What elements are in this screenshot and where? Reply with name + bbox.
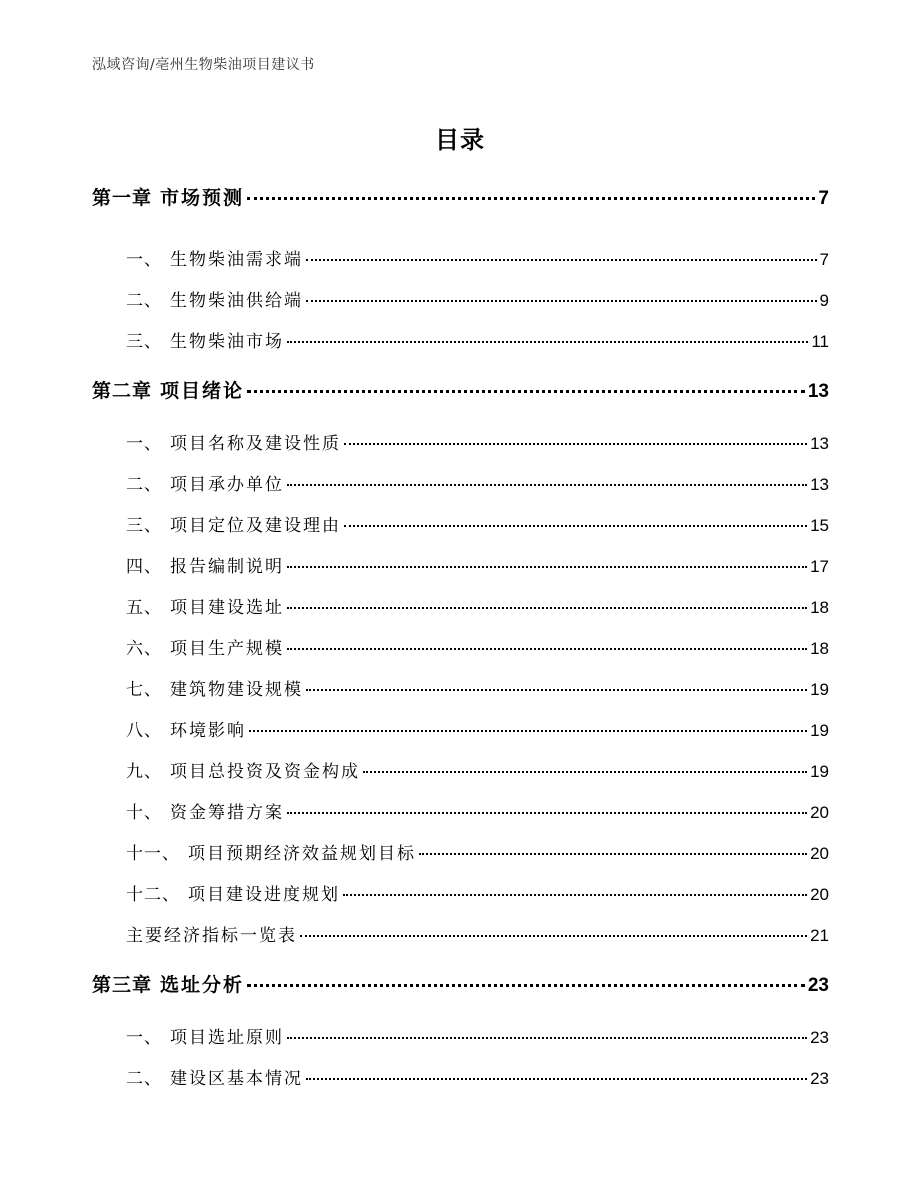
toc-section-entry[interactable]: [126, 327, 829, 352]
toc-dot-leader: [247, 390, 805, 393]
toc-page-number: 11: [811, 332, 829, 351]
toc-entry-label: 市场预测: [160, 187, 245, 209]
toc-section-entry[interactable]: [126, 286, 829, 311]
toc-section-entry[interactable]: [126, 1023, 829, 1048]
toc-dot-leader: [287, 648, 807, 650]
toc-entry-number: 第二章: [92, 380, 153, 402]
toc-page-number: 17: [810, 557, 829, 576]
toc-page-number: 9: [819, 291, 829, 310]
toc-title: 目录: [435, 126, 485, 154]
toc-entry-label: 项目预期经济效益规划目标: [188, 844, 416, 864]
toc-section-entry[interactable]: [126, 757, 829, 782]
toc-page-number: 19: [810, 680, 829, 699]
toc-page-number: 20: [810, 803, 829, 822]
toc-dot-leader: [344, 443, 807, 445]
toc-entry-number: 十一、: [126, 844, 180, 864]
toc-page-number: 23: [810, 1069, 829, 1088]
toc-dot-leader: [287, 484, 807, 486]
toc-dot-leader: [287, 1037, 807, 1039]
toc-section-entry[interactable]: [126, 634, 829, 659]
toc-page-number: 13: [810, 475, 829, 494]
toc-entry-label: 环境影响: [170, 721, 246, 741]
toc-page-number: 20: [810, 885, 829, 904]
toc-entry-number: 十二、: [126, 885, 180, 905]
toc-dot-leader: [363, 771, 807, 773]
toc-entry-number: 七、: [126, 680, 162, 700]
toc-page-number: 19: [810, 721, 829, 740]
toc-section-entry[interactable]: [126, 921, 829, 946]
toc-dot-leader: [247, 197, 815, 200]
toc-section-entry[interactable]: [126, 839, 829, 864]
toc-page-number: 18: [810, 639, 829, 658]
toc-page-number: 19: [810, 762, 829, 781]
toc-page-number: 7: [818, 188, 829, 209]
toc-section-entry[interactable]: [126, 470, 829, 495]
toc-entry-label: 项目承办单位: [170, 475, 284, 495]
toc-section-entry[interactable]: [126, 593, 829, 618]
toc-entry-number: 五、: [126, 598, 162, 618]
toc-entry-label: 建设区基本情况: [170, 1069, 303, 1089]
toc-dot-leader: [419, 853, 807, 855]
toc-section-entry[interactable]: [126, 511, 829, 536]
toc-dot-leader: [287, 607, 807, 609]
toc-page-number: 23: [810, 1028, 829, 1047]
toc-entry-label: 生物柴油需求端: [170, 250, 303, 270]
toc-entry-number: 二、: [126, 291, 162, 311]
toc-dot-leader: [247, 984, 805, 987]
toc-page-number: 15: [810, 516, 829, 535]
toc-page-number: 13: [807, 381, 829, 402]
toc-chapter-entry[interactable]: [92, 376, 829, 403]
toc-entry-number: 一、: [126, 1028, 162, 1048]
toc-dot-leader: [343, 894, 807, 896]
toc-entry-label: 项目总投资及资金构成: [170, 762, 360, 782]
toc-entry-number: 第一章: [92, 187, 153, 209]
toc-entry-label: 生物柴油供给端: [170, 291, 303, 311]
toc-chapter-entry[interactable]: [92, 183, 829, 210]
running-header: 泓域咨询/亳州生物柴油项目建议书: [92, 57, 315, 73]
toc-entry-number: 四、: [126, 557, 162, 577]
toc-page-number: 23: [807, 975, 829, 996]
toc-page-number: 21: [810, 926, 829, 945]
toc-page-number: 7: [819, 250, 829, 269]
toc-dot-leader: [287, 341, 808, 343]
toc-entry-number: 第三章: [92, 974, 153, 996]
toc-entry-number: 三、: [126, 332, 162, 352]
toc-section-entry[interactable]: [126, 1064, 829, 1089]
toc-chapter-entry[interactable]: [92, 970, 829, 997]
toc-entry-label: 资金筹措方案: [170, 803, 284, 823]
toc-entry-label: 项目建设选址: [170, 598, 284, 618]
toc-page-number: 20: [810, 844, 829, 863]
toc-entry-label: 主要经济指标一览表: [126, 926, 297, 946]
toc-section-entry[interactable]: [126, 675, 829, 700]
toc-dot-leader: [306, 300, 817, 302]
toc-page-number: 13: [810, 434, 829, 453]
toc-dot-leader: [306, 1078, 807, 1080]
toc-entry-number: 三、: [126, 516, 162, 536]
toc-entry-number: 六、: [126, 639, 162, 659]
toc-entry-label: 项目生产规模: [170, 639, 284, 659]
toc-dot-leader: [249, 730, 807, 732]
toc-entry-label: 项目建设进度规划: [188, 885, 340, 905]
toc-entry-label: 报告编制说明: [170, 557, 284, 577]
toc-section-entry[interactable]: [126, 552, 829, 577]
toc-entry-label: 建筑物建设规模: [170, 680, 303, 700]
toc-entry-label: 项目绪论: [160, 380, 245, 402]
toc-entry-number: 二、: [126, 475, 162, 495]
toc-page-number: 18: [810, 598, 829, 617]
toc-entry-number: 八、: [126, 721, 162, 741]
toc-entry-label: 项目定位及建设理由: [170, 516, 341, 536]
toc-section-entry[interactable]: [126, 880, 829, 905]
toc-section-entry[interactable]: [126, 429, 829, 454]
toc-dot-leader: [287, 812, 807, 814]
toc-entry-label: 生物柴油市场: [170, 332, 284, 352]
toc-entry-number: 一、: [126, 434, 162, 454]
toc-entry-label: 项目选址原则: [170, 1028, 284, 1048]
toc-dot-leader: [300, 935, 807, 937]
toc-dot-leader: [287, 566, 807, 568]
toc-section-entry[interactable]: [126, 798, 829, 823]
toc-entry-label: 项目名称及建设性质: [170, 434, 341, 454]
toc-entry-number: 九、: [126, 762, 162, 782]
toc-entry-number: 一、: [126, 250, 162, 270]
toc-dot-leader: [306, 689, 807, 691]
toc-entry-label: 选址分析: [160, 974, 245, 996]
toc-dot-leader: [306, 259, 817, 261]
toc-dot-leader: [344, 525, 807, 527]
toc-entry-number: 二、: [126, 1069, 162, 1089]
toc-section-entry[interactable]: [126, 716, 829, 741]
toc-entry-number: 十、: [126, 803, 162, 823]
toc-section-entry[interactable]: [126, 245, 829, 270]
